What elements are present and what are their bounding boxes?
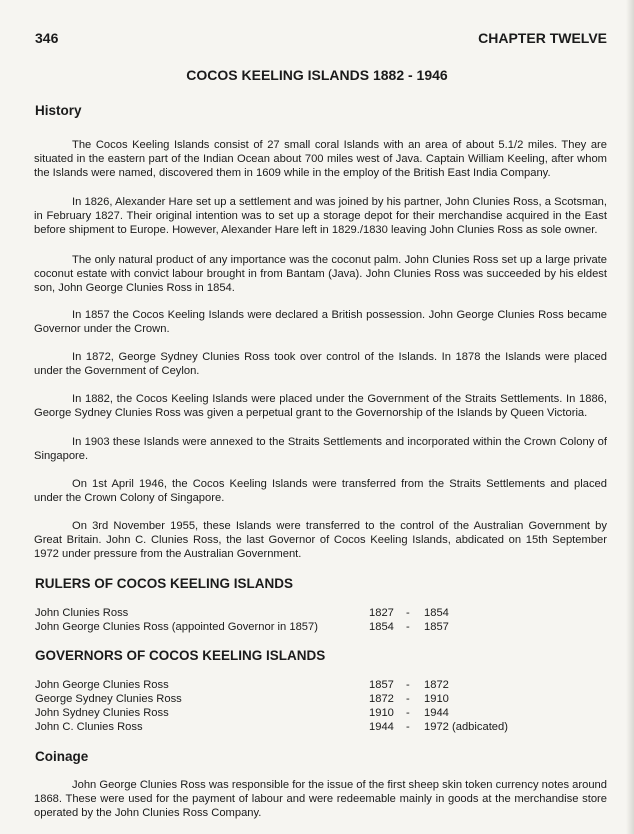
history-paragraph: In 1903 these Islands were annexed to the Straits Settlements and incorporated within the Crown Colony of Singapore. [34,436,607,462]
history-paragraph: In 1872, George Sydney Clunies Ross took over control of the Islands. In 1878 the Islands were placed under the Government of Ceylon. [34,351,607,377]
history-paragraph: In 1882, the Cocos Keeling Islands were placed under the Government of the Straits Settlements. In 1886, George Sydney Clunies Ross was given a perpetual grant to the Governorship of the Islands by Queen Victoria. [34,393,607,419]
history-paragraph: On 1st April 1946, the Cocos Keeling Islands were transferred from the Straits Settlements and placed under the Crown Colony of Singapore. [34,478,607,504]
table-row [35,720,595,734]
ruler-name: John George Clunies Ross (appointed Governor in 1857) [35,621,318,633]
governor-name: John C. Clunies Ross [35,721,143,733]
governors-table [35,678,595,734]
year-separator: - [406,679,410,691]
year-separator: - [406,721,410,733]
start-year: 1910 [369,707,394,719]
table-row [35,706,595,720]
history-paragraph: The only natural product of any importance was the coconut palm. John Clunies Ross set up a large private coconut estate with convict labour brought in from Bantam (Java). John Clunies Ross was succeeded by his eldest son, John George Clunies Ross in 1854. [34,254,607,294]
governor-name: John George Clunies Ross [35,679,169,691]
ruler-name: John Clunies Ross [35,607,129,619]
rulers-table [35,606,595,634]
end-year: 1857 [424,621,449,633]
start-year: 1854 [369,621,394,633]
start-year: 1857 [369,679,394,691]
coinage-heading: Coinage [35,749,89,764]
table-row [35,692,595,706]
year-separator: - [406,607,410,619]
start-year: 1827 [369,607,394,619]
end-year: 1854 [424,607,449,619]
governors-heading: GOVERNORS OF COCOS KEELING ISLANDS [35,648,326,663]
history-paragraph: In 1857 the Cocos Keeling Islands were declared a British possession. John George Clunies Ross became Governor under the Crown. [34,309,607,335]
end-year: 1944 [424,707,449,719]
page-gutter-shadow [626,0,634,834]
page-number: 346 [35,30,59,46]
chapter-heading: CHAPTER TWELVE [478,30,607,46]
table-row [35,606,595,620]
end-year: 1972 (adbicated) [424,721,508,733]
coinage-paragraph: John George Clunies Ross was responsible for the issue of the first sheep skin token currency notes around 1868. These were used for the payment of labour and were redeemable mainly in goods at the merchandise store operated by the John Clunies Ross Company. [34,779,607,819]
table-row [35,620,595,634]
governor-name: John Sydney Clunies Ross [35,707,169,719]
history-heading: History [35,103,82,118]
year-separator: - [406,693,410,705]
end-year: 1872 [424,679,449,691]
end-year: 1910 [424,693,449,705]
history-paragraph: In 1826, Alexander Hare set up a settlement and was joined by his partner, John Clunies Ross, a Scotsman, in February 1827. Their original intention was to set up a storage depot for their merchandise acquired in the East before shipment to Europe. However, Alexander Hare left in 1829./1830 leaving John Clunies Ross as sole owner. [34,196,607,236]
year-separator: - [406,621,410,633]
history-paragraph: On 3rd November 1955, these Islands were transferred to the control of the Australian Government by Great Britain. John C. Clunies Ross, the last Governor of Cocos Keeling Islands, abdicated on 15th September 1972 under pressure from the Australian Government. [34,520,607,560]
year-separator: - [406,707,410,719]
page-title: COCOS KEELING ISLANDS 1882 - 1946 [186,67,448,83]
governor-name: George Sydney Clunies Ross [35,693,182,705]
rulers-heading: RULERS OF COCOS KEELING ISLANDS [35,576,294,591]
table-row [35,678,595,692]
start-year: 1944 [369,721,394,733]
history-paragraph: The Cocos Keeling Islands consist of 27 small coral Islands with an area of about 5.1/2 miles. They are situated in the eastern part of the Indian Ocean about 700 miles west of Java. Captain William Keeling, after whom the Islands were named, discovered them in 1609 while in the employ of the British East India Company. [34,139,607,179]
start-year: 1872 [369,693,394,705]
